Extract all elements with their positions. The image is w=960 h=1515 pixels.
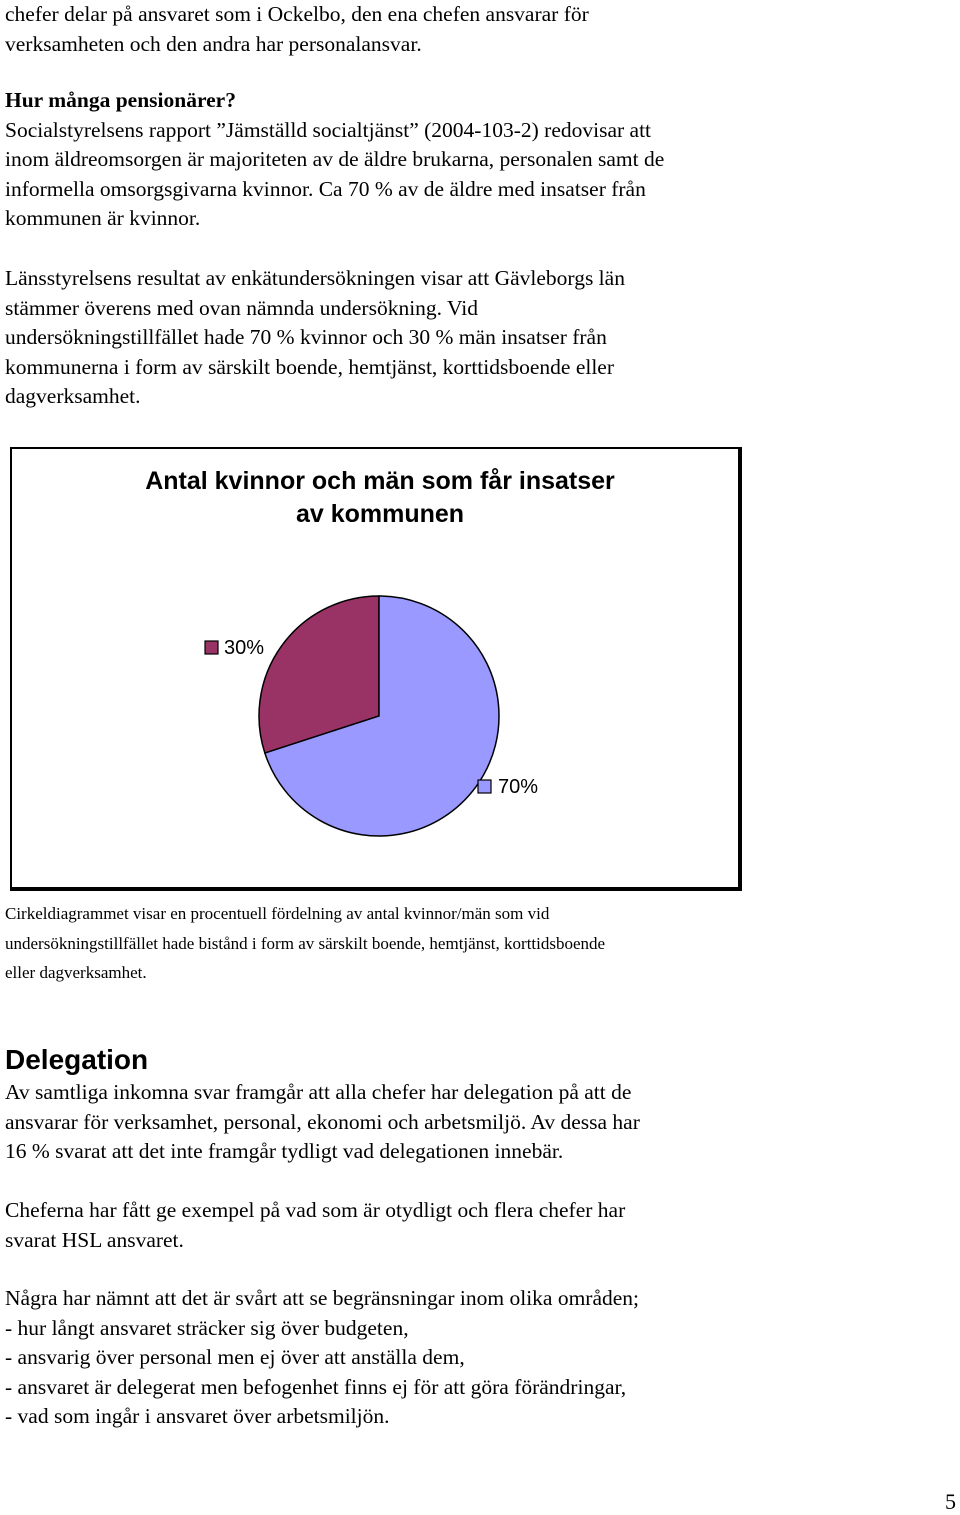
text-line: ansvarar för verksamhet, personal, ekonomi och arbetsmiljö. Av dessa har: [5, 1109, 640, 1134]
text-line: kommunerna i form av särskilt boende, hemtjänst, korttidsboende eller: [5, 354, 615, 379]
text-line: Några har nämnt att det är svårt att se begränsningar inom olika områden;: [5, 1286, 640, 1310]
text-line: kommunen är kvinnor.: [5, 206, 201, 231]
pie-chart: [10, 447, 742, 891]
text-line: Länsstyrelsens resultat av enkätundersökningen visar att Gävleborgs län: [5, 266, 625, 290]
slice-label: 30%: [224, 637, 265, 659]
section-heading: Hur många pensionärer?: [5, 88, 236, 112]
text-line: 16 % svarat att det inte framgår tydligt vad delegationen innebär.: [5, 1139, 564, 1164]
text-line: undersökningstillfället hade 70 % kvinnor och 30 % män insatser från: [5, 325, 607, 350]
text-line: verksamheten och den andra har personalansvar.: [5, 31, 422, 56]
delegation-paragraph: [5, 1078, 955, 1167]
text-line: Av samtliga inkomna svar framgår att alla chefer har delegation på att de: [5, 1080, 632, 1104]
text-line: dagverksamhet.: [5, 384, 141, 409]
chart-title-line: Antal kvinnor och män som får insatser: [145, 467, 615, 495]
chart-title-line: av kommunen: [295, 500, 465, 528]
slice-label-key: [205, 641, 218, 654]
delegation-heading: Delegation: [5, 1044, 149, 1075]
text-line: inom äldreomsorgen är majoriteten av de äldre brukarna, personalen samt de: [5, 147, 665, 172]
pie-plot: [12, 449, 742, 889]
page-number: 5: [945, 1489, 956, 1514]
text-line: svarat HSL ansvaret.: [5, 1227, 184, 1252]
text-line: chefer delar på ansvaret som i Ockelbo, den ena chefen ansvarar för: [5, 2, 589, 26]
survey-results-paragraph: [5, 264, 955, 412]
chart-caption: [5, 899, 955, 988]
list-item: - vad som ingår i ansvaret över arbetsmiljön.: [5, 1404, 390, 1429]
text-line: stämmer överens med ovan nämnda undersökning. Vid: [5, 295, 478, 320]
intro-paragraph: [5, 0, 955, 59]
slice-label: 70%: [498, 776, 539, 798]
pensioners-section: [5, 86, 955, 234]
list-item: - hur långt ansvaret sträcker sig över budgeten,: [5, 1315, 409, 1340]
limitations-paragraph: [5, 1284, 955, 1432]
caption-line: undersökningstillfället hade bistånd i form av särskilt boende, hemtjänst, korttidsboende: [5, 933, 606, 953]
caption-line: eller dagverksamhet.: [5, 963, 147, 982]
caption-line: Cirkeldiagrammet visar en procentuell fördelning av antal kvinnor/män som vid: [5, 904, 550, 923]
text-line: Socialstyrelsens rapport ”Jämställd socialtjänst” (2004-103-2) redovisar att: [5, 117, 652, 142]
text-line: informella omsorgsgivarna kvinnor. Ca 70 % av de äldre med insatser från: [5, 176, 646, 201]
list-item: - ansvarig över personal men ej över att anställa dem,: [5, 1345, 465, 1370]
text-line: Cheferna har fått ge exempel på vad som är otydligt och flera chefer har: [5, 1198, 626, 1222]
examples-paragraph: [5, 1196, 955, 1255]
list-item: - ansvaret är delegerat men befogenhet finns ej för att göra förändringar,: [5, 1374, 627, 1399]
slice-label-key: [478, 780, 491, 793]
